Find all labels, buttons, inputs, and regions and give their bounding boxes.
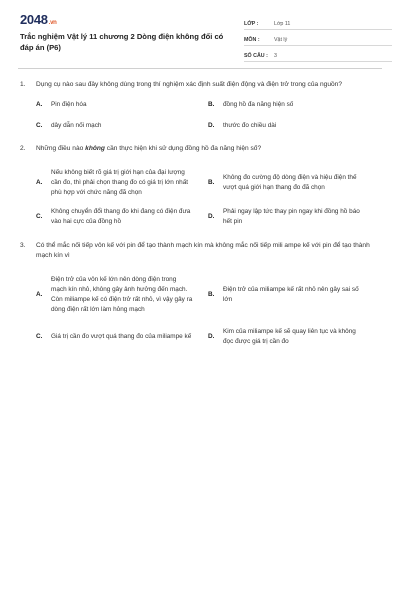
option-letter: B. <box>208 291 215 298</box>
page-title: Trắc nghiệm Vật lý 11 chương 2 Dòng điện không đổi có đáp án (P6) <box>20 32 224 52</box>
option-d[interactable] <box>208 121 380 131</box>
question-text-part: cần thực hiện khi sử dụng đồng hồ đa năng hiện số? <box>104 145 262 152</box>
question-number: 2. <box>20 145 26 152</box>
option-b[interactable] <box>208 275 380 315</box>
meta-row-class <box>244 14 392 30</box>
option-text: đồng hồ đa năng hiện số <box>223 101 294 108</box>
option-text: Không đo cường độ dòng điện và hiệu điện thế vượt quá giới hạn thang đo đã chọn <box>223 174 357 191</box>
option-letter: A. <box>36 291 43 298</box>
option-c[interactable] <box>36 121 208 131</box>
option-text: Điện trở của vôn kế lớn nên dòng điện trong mạch kín nhỏ, không gây ảnh hưởng đến mạch. Còn miliampe kế có điện trở rất nhỏ, vì vậy gây ra dòng điện rất lớn làm hỏng mạch <box>51 276 193 313</box>
option-letter: C. <box>36 122 43 129</box>
option-text: Pin điện hóa <box>51 101 87 108</box>
option-letter: B. <box>208 179 215 186</box>
option-text: thước đo chiều dài <box>223 122 277 129</box>
option-a[interactable] <box>36 168 208 198</box>
option-a[interactable] <box>36 100 208 110</box>
option-d[interactable] <box>208 327 380 347</box>
meta-row-count <box>244 46 392 62</box>
logo-sub: .vn <box>48 20 57 26</box>
meta-label: MÔN : <box>244 37 260 43</box>
meta-value: Lớp 11 <box>274 21 291 27</box>
option-text: Kim của miliampe kế sẽ quay liên tục và không đọc được giá trị cần đo <box>223 328 356 345</box>
question-text-part: Những điều nào <box>36 145 86 152</box>
option-text: Giá trị cần đo vượt quá thang đo của miliampe kế <box>51 333 192 340</box>
option-letter: C. <box>36 213 43 220</box>
question-list <box>18 80 382 347</box>
option-text: Nếu không biết rõ giá trị giới hạn của đại lượng cần đo, thì phải chọn thang đo có giá trị lớn nhất phù hợp với chức năng đã chọn <box>51 169 189 196</box>
option-text: dây dẫn nối mạch <box>51 122 102 129</box>
question-text: Có thể mắc nối tiếp vôn kế với pin để tạo thành mạch kín mà không mắc nối tiếp mili ampe kế với pin để tạo thành mạch kín vì <box>36 242 370 259</box>
option-letter: D. <box>208 213 215 220</box>
question-number: 1. <box>20 81 26 88</box>
option-letter: A. <box>36 101 43 108</box>
question-number: 3. <box>20 242 26 249</box>
meta-label: SỐ CÂU : <box>244 53 268 59</box>
option-c[interactable] <box>36 327 208 347</box>
meta-value: Vật lý <box>274 37 288 43</box>
question-text <box>36 144 382 154</box>
meta-info <box>244 14 392 62</box>
answer-options <box>36 275 382 347</box>
option-letter: D. <box>208 122 215 129</box>
option-c[interactable] <box>36 207 208 227</box>
answer-options <box>36 100 382 131</box>
header-divider <box>18 68 382 69</box>
logo-main: 2048 <box>20 12 48 27</box>
question-1 <box>18 80 382 131</box>
question-text: Dụng cụ nào sau đây không dùng trong thí nghiệm xác định suất điện động và điện trở trong của nguồn? <box>36 81 343 88</box>
option-letter: C. <box>36 333 43 340</box>
option-letter: B. <box>208 101 215 108</box>
answer-options <box>36 168 382 227</box>
meta-row-subject <box>244 30 392 46</box>
question-emphasis: không <box>85 145 105 152</box>
option-letter: D. <box>208 333 215 340</box>
question-stem <box>18 241 382 261</box>
question-3 <box>18 241 382 347</box>
option-text: Phải ngay lập tức thay pin ngay khi đồng hồ báo hết pin <box>223 208 360 225</box>
option-d[interactable] <box>208 207 380 227</box>
option-b[interactable] <box>208 168 380 198</box>
site-logo[interactable] <box>20 12 57 27</box>
option-b[interactable] <box>208 100 380 110</box>
meta-label: LỚP : <box>244 21 259 27</box>
option-text: Không chuyển đổi thang đo khi đang có điện đưa vào hai cực của đồng hồ <box>51 208 191 225</box>
question-stem <box>18 144 382 154</box>
option-a[interactable] <box>36 275 208 315</box>
question-stem <box>18 80 382 90</box>
meta-value: 3 <box>274 53 277 59</box>
page-header <box>18 0 382 64</box>
option-letter: A. <box>36 179 43 186</box>
question-2 <box>18 144 382 227</box>
option-text: Điện trở của miliampe kế rất nhỏ nên gây sai số lớn <box>223 286 359 303</box>
